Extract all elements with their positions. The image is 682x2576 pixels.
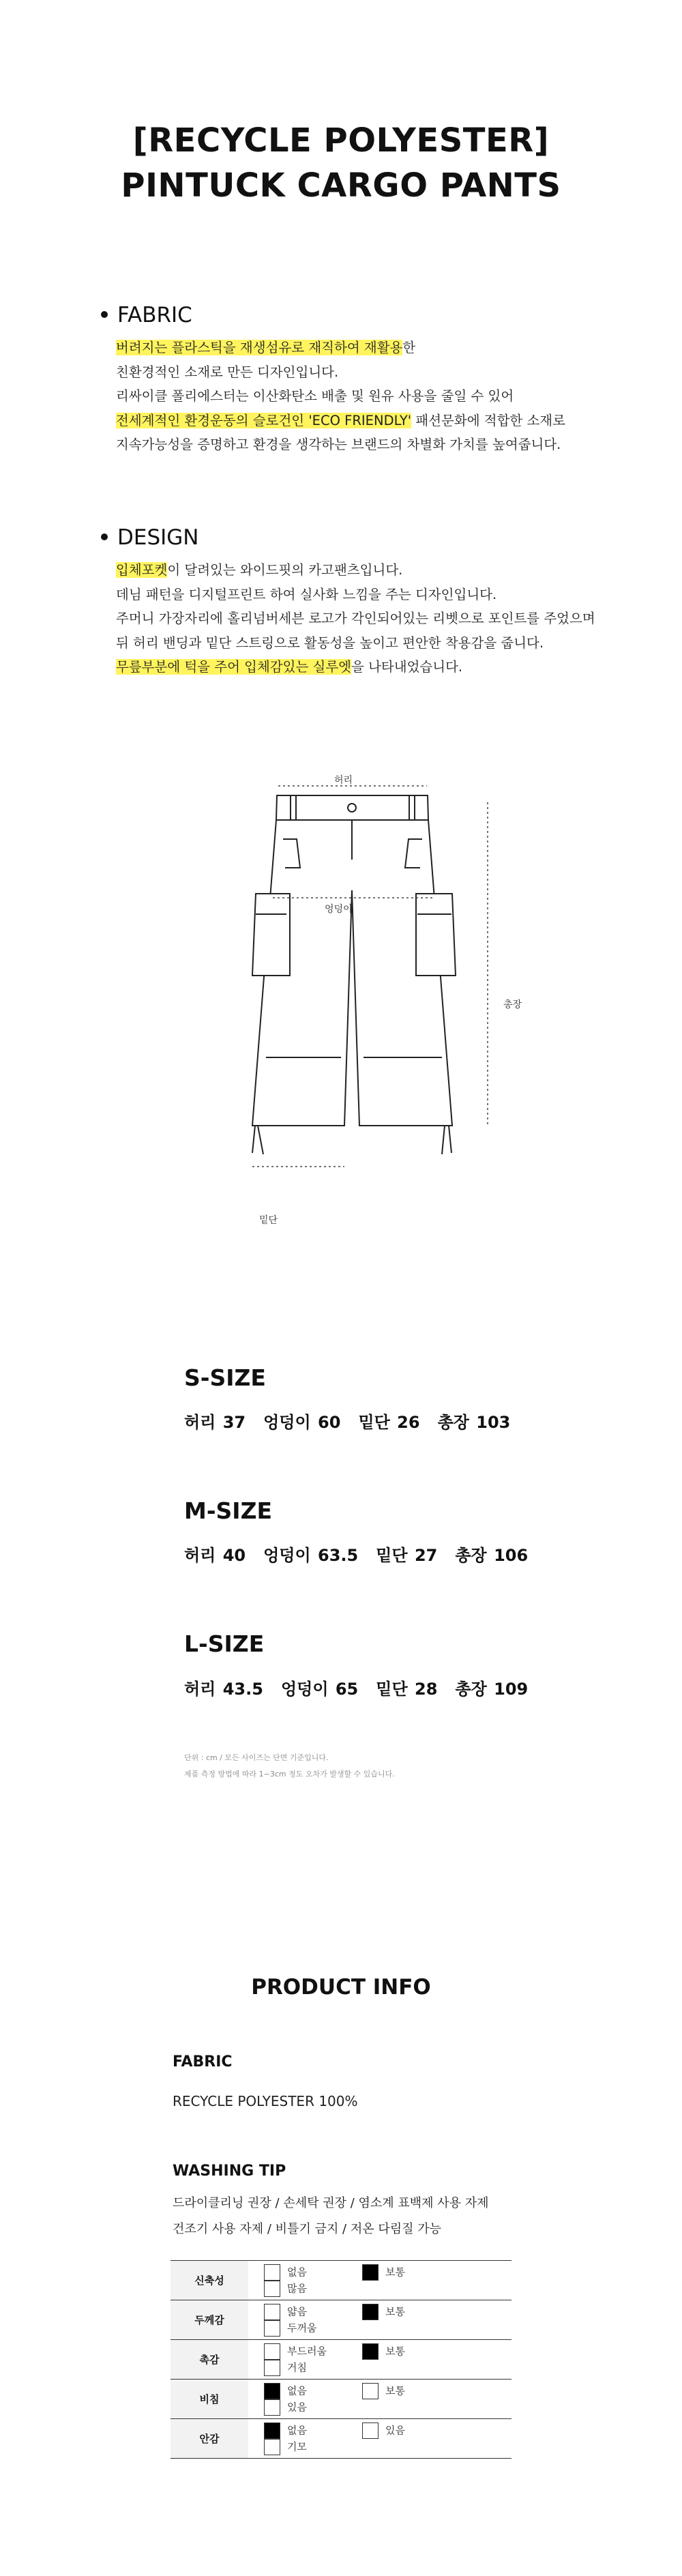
checked-box-icon <box>362 2343 379 2360</box>
measure-length: 총장 103 <box>437 1413 511 1432</box>
unchecked-box-icon <box>264 2320 280 2337</box>
spec-option-label: 많음 <box>287 2282 307 2294</box>
spec-row-options <box>248 2261 512 2300</box>
spec-row-label: 비침 <box>170 2380 248 2419</box>
spec-option-label: 없음 <box>287 2384 307 2397</box>
design-description <box>116 558 655 679</box>
size-measures-l <box>184 1675 546 1699</box>
text-segment: 한 <box>402 340 416 355</box>
text-segment: 리싸이클 폴리에스터는 이산화탄소 배출 및 원유 사용을 줄일 수 있어 <box>116 388 514 404</box>
text-segment: 주머니 가장자리에 홀리넘버세븐 로고가 각인되어있는 리벳으로 포인트를 주었으며 <box>116 611 595 626</box>
pants-size-diagram <box>225 771 512 1262</box>
text-line <box>116 606 655 631</box>
washing-tip-line-1: 드라이클리닝 권장 / 손세탁 권장 / 염소계 표백제 사용 자제 <box>173 2196 489 2210</box>
text-line <box>116 336 634 360</box>
diagram-label-waist: 허리 <box>334 775 353 786</box>
text-segment: 친환경적인 소재로 만든 디자인입니다. <box>116 364 339 380</box>
spec-option <box>249 2281 347 2297</box>
text-segment: 을 나타내었습니다. <box>351 659 463 675</box>
spec-row-label: 촉감 <box>170 2340 248 2380</box>
checked-box-icon <box>362 2304 379 2320</box>
spec-option-label: 없음 <box>287 2424 307 2436</box>
size-title-m: M-SIZE <box>184 1497 273 1524</box>
spec-option-label: 두꺼움 <box>287 2322 317 2334</box>
checked-box-icon <box>264 2423 280 2439</box>
spec-option-label: 부드러움 <box>287 2345 327 2357</box>
spec-row <box>170 2380 512 2419</box>
size-measures-s <box>184 1409 528 1433</box>
checked-box-icon <box>264 2383 280 2399</box>
checked-box-icon <box>362 2264 379 2281</box>
text-segment: 지속가능성을 증명하고 환경을 생각하는 브랜드의 차별화 가치를 높여줍니다. <box>116 437 561 452</box>
size-title-l: L-SIZE <box>184 1630 265 1657</box>
fabric-description <box>116 336 634 457</box>
measure-hem: 밑단 28 <box>376 1680 438 1699</box>
text-line <box>116 631 655 656</box>
spec-option-label: 얇음 <box>287 2305 307 2317</box>
product-title-line1: [RECYCLE POLYESTER] <box>132 121 550 160</box>
unchecked-box-icon <box>362 2423 379 2439</box>
spec-option <box>249 2304 347 2320</box>
design-heading <box>101 525 199 550</box>
fabric-value: RECYCLE POLYESTER 100% <box>173 2093 358 2109</box>
size-title-s: S-SIZE <box>184 1364 266 1391</box>
fabric-heading <box>101 303 192 327</box>
highlighted-text: 입체포켓 <box>116 562 168 578</box>
product-info-heading: PRODUCT INFO <box>251 1975 431 2000</box>
text-line <box>116 655 655 679</box>
measure-waist: 허리 43.5 <box>184 1680 263 1699</box>
spec-option <box>249 2383 347 2399</box>
spec-row <box>170 2300 512 2340</box>
spec-row-options <box>248 2300 512 2340</box>
text-segment: 뒤 허리 밴딩과 밑단 스트링으로 활동성을 높이고 편안한 착용감을 줍니다. <box>116 634 544 651</box>
spec-option <box>249 2399 347 2416</box>
size-measures-m <box>184 1542 546 1566</box>
spec-option <box>347 2304 445 2320</box>
product-spec-table <box>170 2260 512 2459</box>
spec-option <box>347 2383 445 2399</box>
washing-tip-line-2: 건조기 사용 자제 / 비틀기 금지 / 저온 다림질 가능 <box>173 2222 441 2236</box>
text-segment: 데님 패턴을 디지털프린트 하여 실사화 느낌을 주는 디자인입니다. <box>116 586 497 602</box>
measure-hem: 밑단 27 <box>376 1546 438 1565</box>
measure-hip: 엉덩이 63.5 <box>263 1546 359 1565</box>
fabric-label: FABRIC <box>173 2053 233 2070</box>
spec-row-options <box>248 2419 512 2459</box>
spec-row-options <box>248 2380 512 2419</box>
text-line <box>116 583 655 607</box>
measure-waist: 허리 37 <box>184 1413 246 1432</box>
spec-option <box>249 2423 347 2439</box>
unchecked-box-icon <box>264 2360 280 2376</box>
size-note-2: 제품 측정 방법에 따라 1~3cm 정도 오차가 발생할 수 있습니다. <box>184 1770 395 1779</box>
spec-option-label: 거침 <box>287 2361 307 2373</box>
unchecked-box-icon <box>264 2264 280 2281</box>
measure-hem: 밑단 26 <box>358 1413 420 1432</box>
fabric-heading-text: FABRIC <box>117 303 192 327</box>
spec-option-label: 기모 <box>287 2440 307 2453</box>
spec-row <box>170 2261 512 2300</box>
highlighted-text: 전세계적인 환경운동의 슬로건인 'ECO FRIENDLY' <box>116 412 412 428</box>
spec-option-label: 보통 <box>385 2345 405 2357</box>
spec-row-label: 신축성 <box>170 2261 248 2300</box>
size-note-1: 단위 : cm / 모든 사이즈는 단면 기준입니다. <box>184 1753 329 1762</box>
highlighted-text: 무릎부분에 턱을 주어 입체감있는 실루엣 <box>116 659 352 675</box>
text-line <box>116 409 634 433</box>
spec-option <box>347 2423 445 2439</box>
spec-option <box>347 2264 445 2281</box>
spec-row <box>170 2340 512 2380</box>
text-line <box>116 433 634 457</box>
spec-option <box>249 2343 347 2360</box>
diagram-label-length: 총장 <box>503 999 522 1010</box>
spec-option-label: 있음 <box>385 2424 405 2436</box>
text-segment: 이 달려있는 와이드핏의 카고팬츠입니다. <box>167 562 403 578</box>
diagram-label-hem: 밑단 <box>259 1215 278 1226</box>
unchecked-box-icon <box>264 2304 280 2320</box>
text-line <box>116 384 634 409</box>
spec-option-label: 있음 <box>287 2401 307 2413</box>
highlighted-text: 버려지는 플라스틱을 재생섬유로 재직하여 재활용 <box>116 340 403 355</box>
unchecked-box-icon <box>264 2281 280 2297</box>
spec-option-label: 보통 <box>385 2305 405 2317</box>
spec-row-options <box>248 2340 512 2380</box>
measure-length: 총장 106 <box>455 1546 529 1565</box>
measure-hip: 엉덩이 65 <box>280 1680 359 1699</box>
spec-option <box>249 2439 347 2455</box>
product-title-line2: PINTUCK CARGO PANTS <box>121 166 561 205</box>
text-line <box>116 360 634 385</box>
bullet-dot-icon <box>101 533 108 540</box>
washing-tip-label: WASHING TIP <box>173 2163 286 2180</box>
text-line <box>116 558 655 583</box>
design-heading-text: DESIGN <box>117 525 199 550</box>
spec-option-label: 보통 <box>385 2384 405 2397</box>
diagram-label-hip: 엉덩이 <box>325 904 353 915</box>
spec-row-label: 두께감 <box>170 2300 248 2340</box>
spec-option <box>347 2343 445 2360</box>
unchecked-box-icon <box>264 2343 280 2360</box>
spec-option-label: 보통 <box>385 2266 405 2278</box>
bullet-dot-icon <box>101 311 108 318</box>
unchecked-box-icon <box>362 2383 379 2399</box>
measure-waist: 허리 40 <box>184 1546 246 1565</box>
spec-option <box>249 2320 347 2337</box>
unchecked-box-icon <box>264 2439 280 2455</box>
text-segment: 패션문화에 적합한 소재로 <box>411 412 565 428</box>
measure-hip: 엉덩이 60 <box>263 1413 341 1432</box>
measure-length: 총장 109 <box>455 1680 529 1699</box>
spec-option-label: 없음 <box>287 2266 307 2278</box>
spec-row <box>170 2419 512 2459</box>
unchecked-box-icon <box>264 2399 280 2416</box>
spec-option <box>249 2360 347 2376</box>
spec-option <box>249 2264 347 2281</box>
spec-row-label: 안감 <box>170 2419 248 2459</box>
